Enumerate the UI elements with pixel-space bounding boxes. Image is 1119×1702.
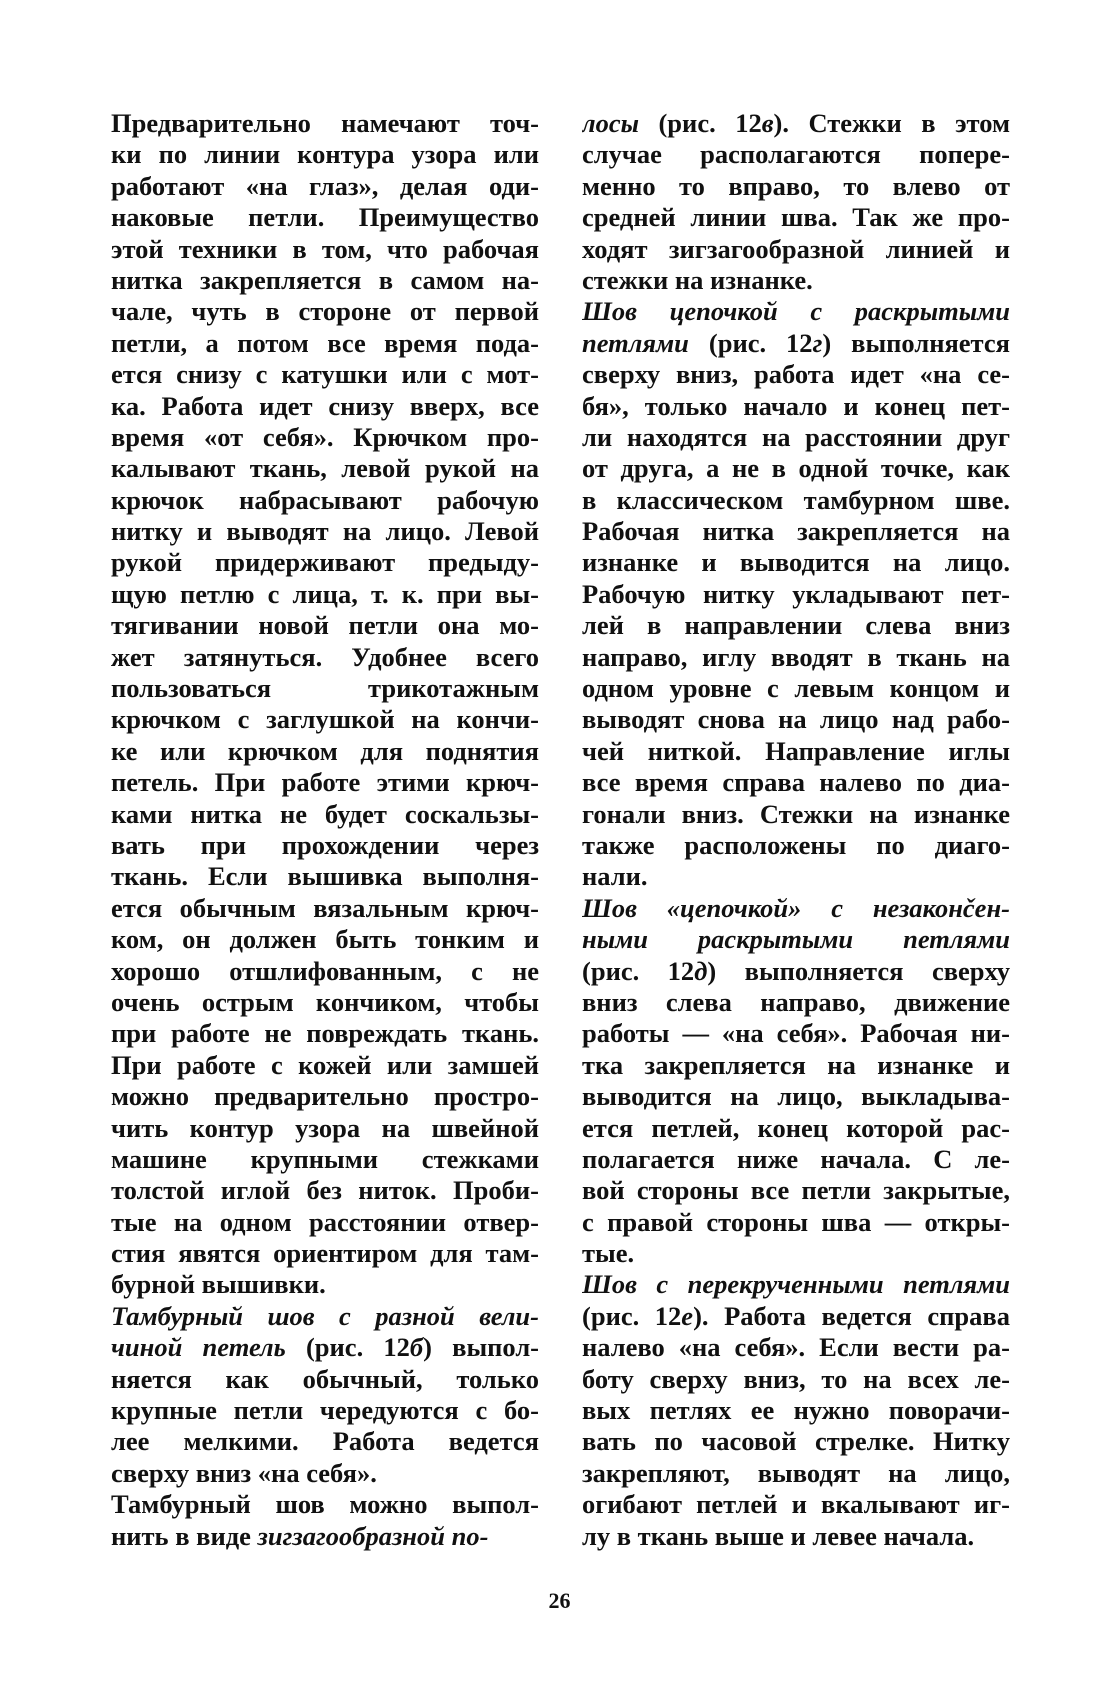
text-run: налево «на себя». Если вести ра- [582,1332,1010,1363]
text-run: машине крупными стежками [111,1143,539,1174]
text-line [582,861,1010,892]
text-line [582,1489,1010,1520]
text-run: ). Работа ведется справа [693,1300,1010,1331]
text-line [111,1113,539,1144]
text-line [582,1301,1010,1332]
text-run: ) выпол- [423,1332,539,1363]
text-run: от друга, а не в одной точке, как [582,453,1010,484]
text-run: можно предварительно простро- [111,1081,539,1112]
text-run: случае располагаются попере- [582,139,1010,170]
text-line [582,673,1010,704]
text-run: При работе с кожей или замшей [111,1049,539,1080]
text-line [111,1207,539,1238]
text-run: ли находятся на расстоянии друг [582,421,1010,452]
text-run: вых петлях ее нужно поворачи- [582,1395,1010,1426]
text-run: время «от себя». Крючком про- [111,421,539,452]
text-line [582,893,1010,924]
text-line [582,1238,1010,1269]
text-run: (рис. 12 [639,108,762,138]
text-line [582,987,1010,1018]
text-line [111,579,539,610]
text-run: чале, чуть в стороне от первой [111,296,539,327]
text-run: сверху вниз «на себя». [111,1457,377,1488]
text-line [582,1426,1010,1457]
text-run: ткань. Если вышивка выполня- [111,861,539,892]
text-line [582,171,1010,202]
text-line [111,1364,539,1395]
text-run: вниз слева направо, движение [582,986,1010,1017]
text-line [582,830,1010,861]
text-run: стия явятся ориентиром для там- [111,1238,539,1269]
text-line [582,704,1010,735]
italic-text-run: д [694,955,708,986]
text-run: рукой придерживают предыду- [111,547,539,578]
text-run: пользоваться трикотажным [111,673,539,704]
text-line [111,642,539,673]
text-line [111,547,539,578]
text-run: ходят зигзагообразной линией и [582,233,1010,264]
text-line [111,736,539,767]
text-line [582,485,1010,516]
right-text-column [582,108,1010,1552]
text-run: Тамбурный шов можно выпол- [111,1489,539,1520]
text-run: ками нитка не будет соскальзы- [111,798,539,829]
text-run: нитка закрепляется в самом на- [111,264,539,295]
text-line [111,956,539,987]
text-line [111,704,539,735]
text-line [582,1269,1010,1300]
text-run: вать при прохождении через [111,829,539,860]
text-line [111,1144,539,1175]
text-run: вать по часовой стрелке. Нитку [582,1426,1010,1457]
text-run: тые на одном расстоянии отвер- [111,1206,539,1237]
text-run: жет затянуться. Удобнее всего [111,641,539,672]
text-line [111,987,539,1018]
text-line [111,1332,539,1363]
text-run: лее мелкими. Работа ведется [111,1426,539,1457]
text-run: стежки на изнанке. [582,264,813,295]
text-run: нитку и выводят на лицо. Левой [111,516,539,547]
text-line [111,799,539,830]
text-line [111,516,539,547]
text-run: работы — «на себя». Рабочая ни- [582,1018,1010,1049]
page-number: 26 [548,1588,571,1613]
text-line [582,453,1010,484]
text-run: нали. [582,861,648,892]
text-line [111,265,539,296]
text-run: работают «на глаз», делая оди- [111,170,539,201]
text-line [582,139,1010,170]
text-run: все время справа налево по диа- [582,767,1010,798]
text-run: вой стороны все петли закрытые, [582,1175,1010,1206]
text-line [111,893,539,924]
text-line [111,139,539,170]
text-line [111,1175,539,1206]
text-run: изнанке и выводится на лицо. [582,547,1010,578]
text-line [111,767,539,798]
text-line [111,1081,539,1112]
text-run: ется петлей, конец которой рас- [582,1112,1010,1143]
text-run: с правой стороны шва — откры- [582,1206,1010,1237]
text-run: огибают петлей и вкалывают иг- [582,1489,1010,1520]
text-run: чей ниткой. Направление иглы [582,735,1010,766]
text-line [582,1113,1010,1144]
text-run: направо, иглу вводят в ткань на [582,641,1010,672]
text-line [582,359,1010,390]
text-line [582,956,1010,987]
text-run: гонали вниз. Стежки на изнанке [582,798,1010,829]
text-run: нить в виде [111,1520,258,1551]
text-run: Рабочая нитка закрепляется на [582,516,1010,547]
text-line [111,1521,539,1552]
text-line [111,861,539,892]
text-run: бя», только начало и конец пет- [582,390,1010,421]
text-line [582,579,1010,610]
text-line [582,422,1010,453]
text-line [582,1207,1010,1238]
text-run: ) выполняется сверху [707,955,1010,986]
text-run: боту сверху вниз, то на всех ле- [582,1363,1010,1394]
text-line [582,642,1010,673]
text-line [582,296,1010,327]
text-run: очень острым кончиком, чтобы [111,986,539,1017]
text-run: менно то вправо, то влево от [582,170,1010,201]
italic-text-run: чиной петель [111,1332,286,1363]
text-line [582,202,1010,233]
text-line [111,1458,539,1489]
text-run: хорошо отшлифованным, с не [111,955,539,986]
text-run: ется обычным вязальным крюч- [111,892,539,923]
text-line [582,234,1010,265]
text-line [582,736,1010,767]
text-line [111,171,539,202]
text-run: наковые петли. Преимущество [111,202,539,233]
text-line [111,1426,539,1457]
text-run: крупные петли чередуются с бо- [111,1395,539,1426]
text-run: этой техники в том, что рабочая [111,233,539,264]
text-run: Предварительно намечают точ- [111,108,539,138]
text-run: при работе не повреждать ткань. [111,1018,539,1049]
text-line [582,767,1010,798]
text-run: щую петлю с лица, т. к. при вы- [111,578,539,609]
text-run: закрепляют, выводят на лицо, [582,1457,1010,1488]
text-line [582,265,1010,296]
text-run: бурной вышивки. [111,1269,326,1300]
text-line [111,1050,539,1081]
text-line [111,1395,539,1426]
italic-text-run: лосы [582,108,639,138]
text-line [582,1521,1010,1552]
text-run: тягивании новой петли она мо- [111,610,539,641]
text-line [582,1395,1010,1426]
text-run: лей в направлении слева вниз [582,610,1010,641]
text-line [582,1175,1010,1206]
text-line [582,610,1010,641]
text-line [582,1144,1010,1175]
text-run: ка. Работа идет снизу вверх, все [111,390,539,421]
text-line [582,1458,1010,1489]
italic-text-run: зигзагообразной по- [257,1520,489,1551]
text-run: тые. [582,1238,635,1269]
text-line [111,1489,539,1520]
text-run: лу в ткань выше и левее начала. [582,1520,975,1551]
text-run: петель. При работе этими крюч- [111,767,539,798]
italic-text-run: б [409,1332,424,1363]
text-line [582,1018,1010,1049]
italic-text-run: Шов с перекрученными петлями [582,1269,1010,1300]
text-run: ) выполняется [822,327,1010,358]
italic-text-run: в [761,108,774,138]
text-line [582,924,1010,955]
text-run: средней линии шва. Так же про- [582,202,1010,233]
text-line [582,799,1010,830]
text-line [111,1018,539,1049]
text-run: одном уровне с левым концом и [582,673,1010,704]
text-run: чить контур узора на швейной [111,1112,539,1143]
text-run: ). Стежки в этом [773,108,1010,138]
italic-text-run: Шов цепочкой с раскрытыми [582,296,1010,327]
text-run: (рис. 12 [582,1300,682,1331]
text-line [111,1269,539,1300]
text-line [111,328,539,359]
text-line [111,202,539,233]
text-line [582,108,1010,139]
text-line [111,485,539,516]
text-run: крючком с заглушкой на кончи- [111,704,539,735]
italic-text-run: ными раскрытыми петлями [582,924,1010,955]
text-run: в классическом тамбурном шве. [582,484,1010,515]
text-run: Рабочую нитку укладывают пет- [582,578,1010,609]
text-line [111,1238,539,1269]
italic-text-run: Тамбурный шов с разной вели- [111,1300,539,1331]
text-line [111,830,539,861]
text-run: также расположены по диаго- [582,829,1010,860]
text-run: толстой иглой без ниток. Проби- [111,1175,539,1206]
text-run: выводят снова на лицо над рабо- [582,704,1010,735]
text-line [111,234,539,265]
text-run: ком, он должен быть тонким и [111,924,539,955]
text-line [111,359,539,390]
text-line [582,1332,1010,1363]
italic-text-run: петлями [582,327,689,358]
text-run: (рис. 12 [582,955,695,986]
text-line [111,610,539,641]
text-line [111,391,539,422]
text-run: петли, а потом все время пода- [111,327,539,358]
text-line [111,924,539,955]
text-run: калывают ткань, левой рукой на [111,453,539,484]
text-line [582,1364,1010,1395]
text-line [111,673,539,704]
text-line [111,1301,539,1332]
text-line [582,547,1010,578]
text-line [111,453,539,484]
italic-text-run: е [681,1300,694,1331]
text-run: полагается ниже начала. С ле- [582,1143,1010,1174]
text-line [582,1050,1010,1081]
text-run: ке или крючком для поднятия [111,735,539,766]
text-run: ется снизу с катушки или с мот- [111,359,539,390]
italic-text-run: Шов «цепочкой» с незаконčен- [582,892,1010,923]
text-run: (рис. 12 [285,1332,410,1363]
text-line [582,1081,1010,1112]
italic-text-run: г [812,327,823,358]
text-line [582,516,1010,547]
text-run: няется как обычный, только [111,1363,539,1394]
text-run: (рис. 12 [688,327,813,358]
text-run: выводится на лицо, выкладыва- [582,1081,1010,1112]
text-run: крючок набрасывают рабочую [111,484,539,515]
left-text-column [111,108,539,1552]
text-line [582,391,1010,422]
text-run: сверху вниз, работа идет «на се- [582,359,1010,390]
text-run: ки по линии контура узора или [111,139,539,170]
text-line [111,422,539,453]
text-line [111,108,539,139]
text-line [582,328,1010,359]
text-line [111,296,539,327]
text-run: тка закрепляется на изнанке и [582,1049,1010,1080]
